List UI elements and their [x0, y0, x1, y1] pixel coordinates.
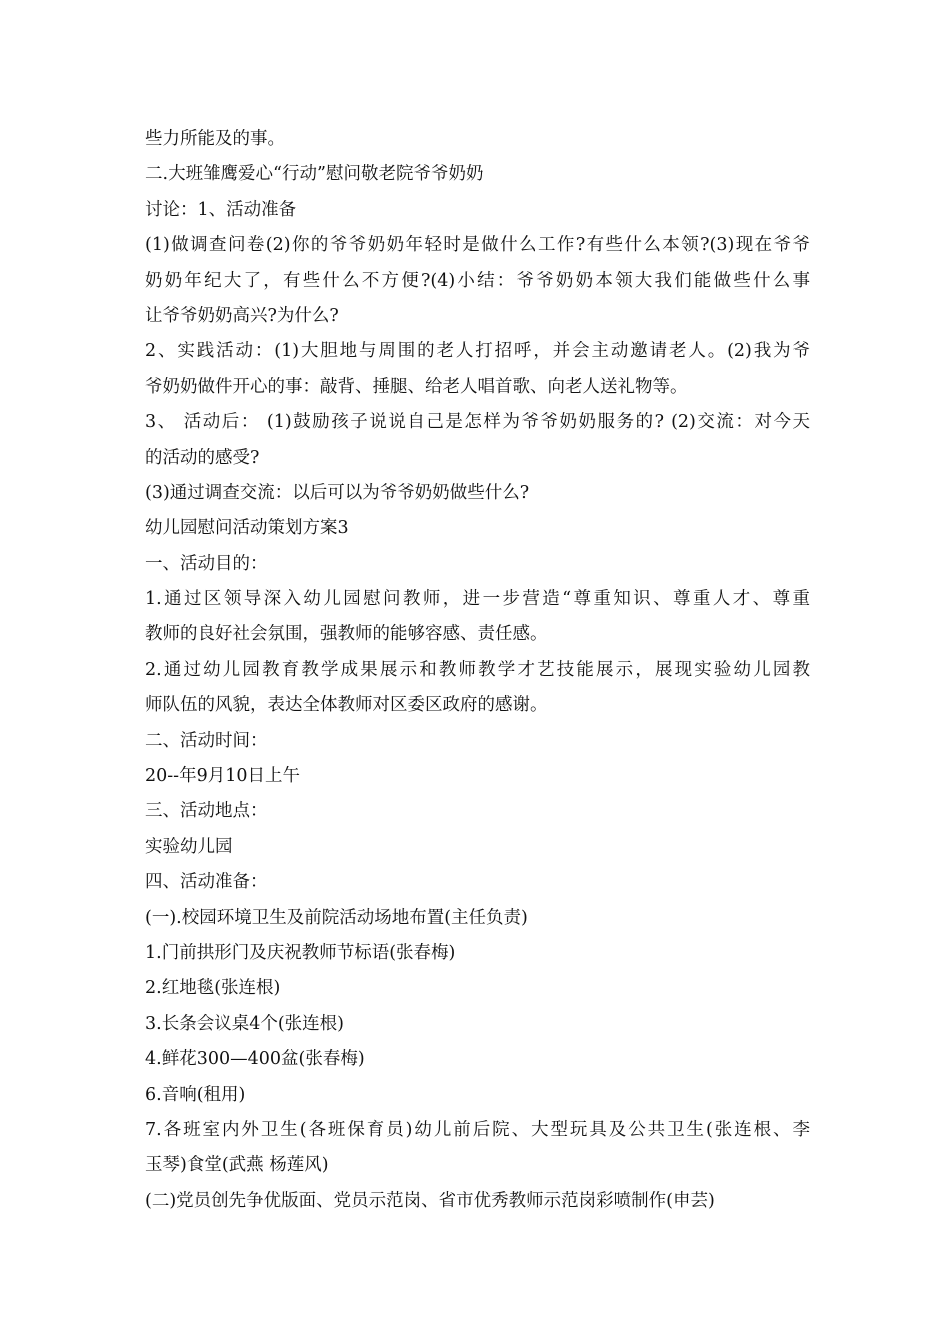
section-heading: 二.大班雏鹰爱心“行动”慰问敬老院爷爷奶奶 [145, 164, 484, 185]
list-item: 3.长条会议桌4个(张连根) [145, 1013, 344, 1034]
text-line: (二)党员创先争优版面、党员示范岗、省市优秀教师示范岗彩喷制作(申芸) [145, 1190, 715, 1211]
text-line: 1.通过区领导深入幼儿园慰问教师，进一步营造“尊重知识、尊重人才、尊重 [145, 589, 810, 610]
text-line: 些力所能及的事。 [145, 129, 285, 149]
text-line: (3)通过调查交流：以后可以为爷爷奶奶做些什么? [145, 482, 530, 503]
section-heading: 二、活动时间： [145, 730, 268, 751]
text-line: 20--年9月10日上午 [145, 766, 300, 787]
text-line: 3、 活动后： (1)鼓励孩子说说自己是怎样为爷爷奶奶服务的? (2)交流：对今天 [145, 412, 810, 433]
text-line: 2、实践活动：(1)大胆地与周围的老人打招呼，并会主动邀请老人。(2)我为爷 [145, 341, 810, 362]
text-line: 爷奶奶做件开心的事：敲背、捶腿、给老人唱首歌、向老人送礼物等。 [145, 376, 688, 397]
text-line: 奶奶年纪大了，有些什么不方便?(4)小结：爷爷奶奶本领大我们能做些什么事 [145, 270, 810, 291]
list-item: 6.音响(租用) [145, 1084, 246, 1105]
list-item: 7.各班室内外卫生(各班保育员)幼儿前后院、大型玩具及公共卫生(张连根、李 [145, 1119, 810, 1140]
section-heading: 四、活动准备： [145, 872, 268, 893]
document-page [145, 122, 810, 1219]
text-line: 师队伍的风貌，表达全体教师对区委区政府的感谢。 [145, 695, 548, 716]
list-item: 4.鲜花300—400盆(张春梅) [145, 1049, 365, 1070]
list-item: 1.门前拱形门及庆祝教师节标语(张春梅) [145, 942, 456, 963]
text-line: 玉琴)食堂(武燕 杨莲风) [145, 1155, 329, 1176]
list-item: 2.红地毯(张连根) [145, 978, 281, 999]
text-line: 2.通过幼儿园教育教学成果展示和教师教学才艺技能展示，展现实验幼儿园教 [145, 659, 810, 680]
section-heading: 一、活动目的： [145, 553, 268, 574]
text-line: 教师的良好社会氛围，强教师的能够容感、责任感。 [145, 624, 548, 645]
text-line: 讨论：1、活动准备 [145, 199, 297, 220]
section-heading: 三、活动地点： [145, 801, 268, 822]
section-title: 幼儿园慰问活动策划方案3 [145, 518, 349, 539]
text-line: 实验幼儿园 [145, 836, 233, 857]
text-line: 的活动的感受? [145, 447, 260, 468]
text-line: (一).校园环境卫生及前院活动场地布置(主任负责) [145, 907, 528, 928]
text-line: 让爷爷奶奶高兴?为什么? [145, 305, 339, 326]
text-line: (1)做调查问卷(2)你的爷爷奶奶年轻时是做什么工作?有些什么本领?(3)现在爷爷 [145, 235, 810, 256]
